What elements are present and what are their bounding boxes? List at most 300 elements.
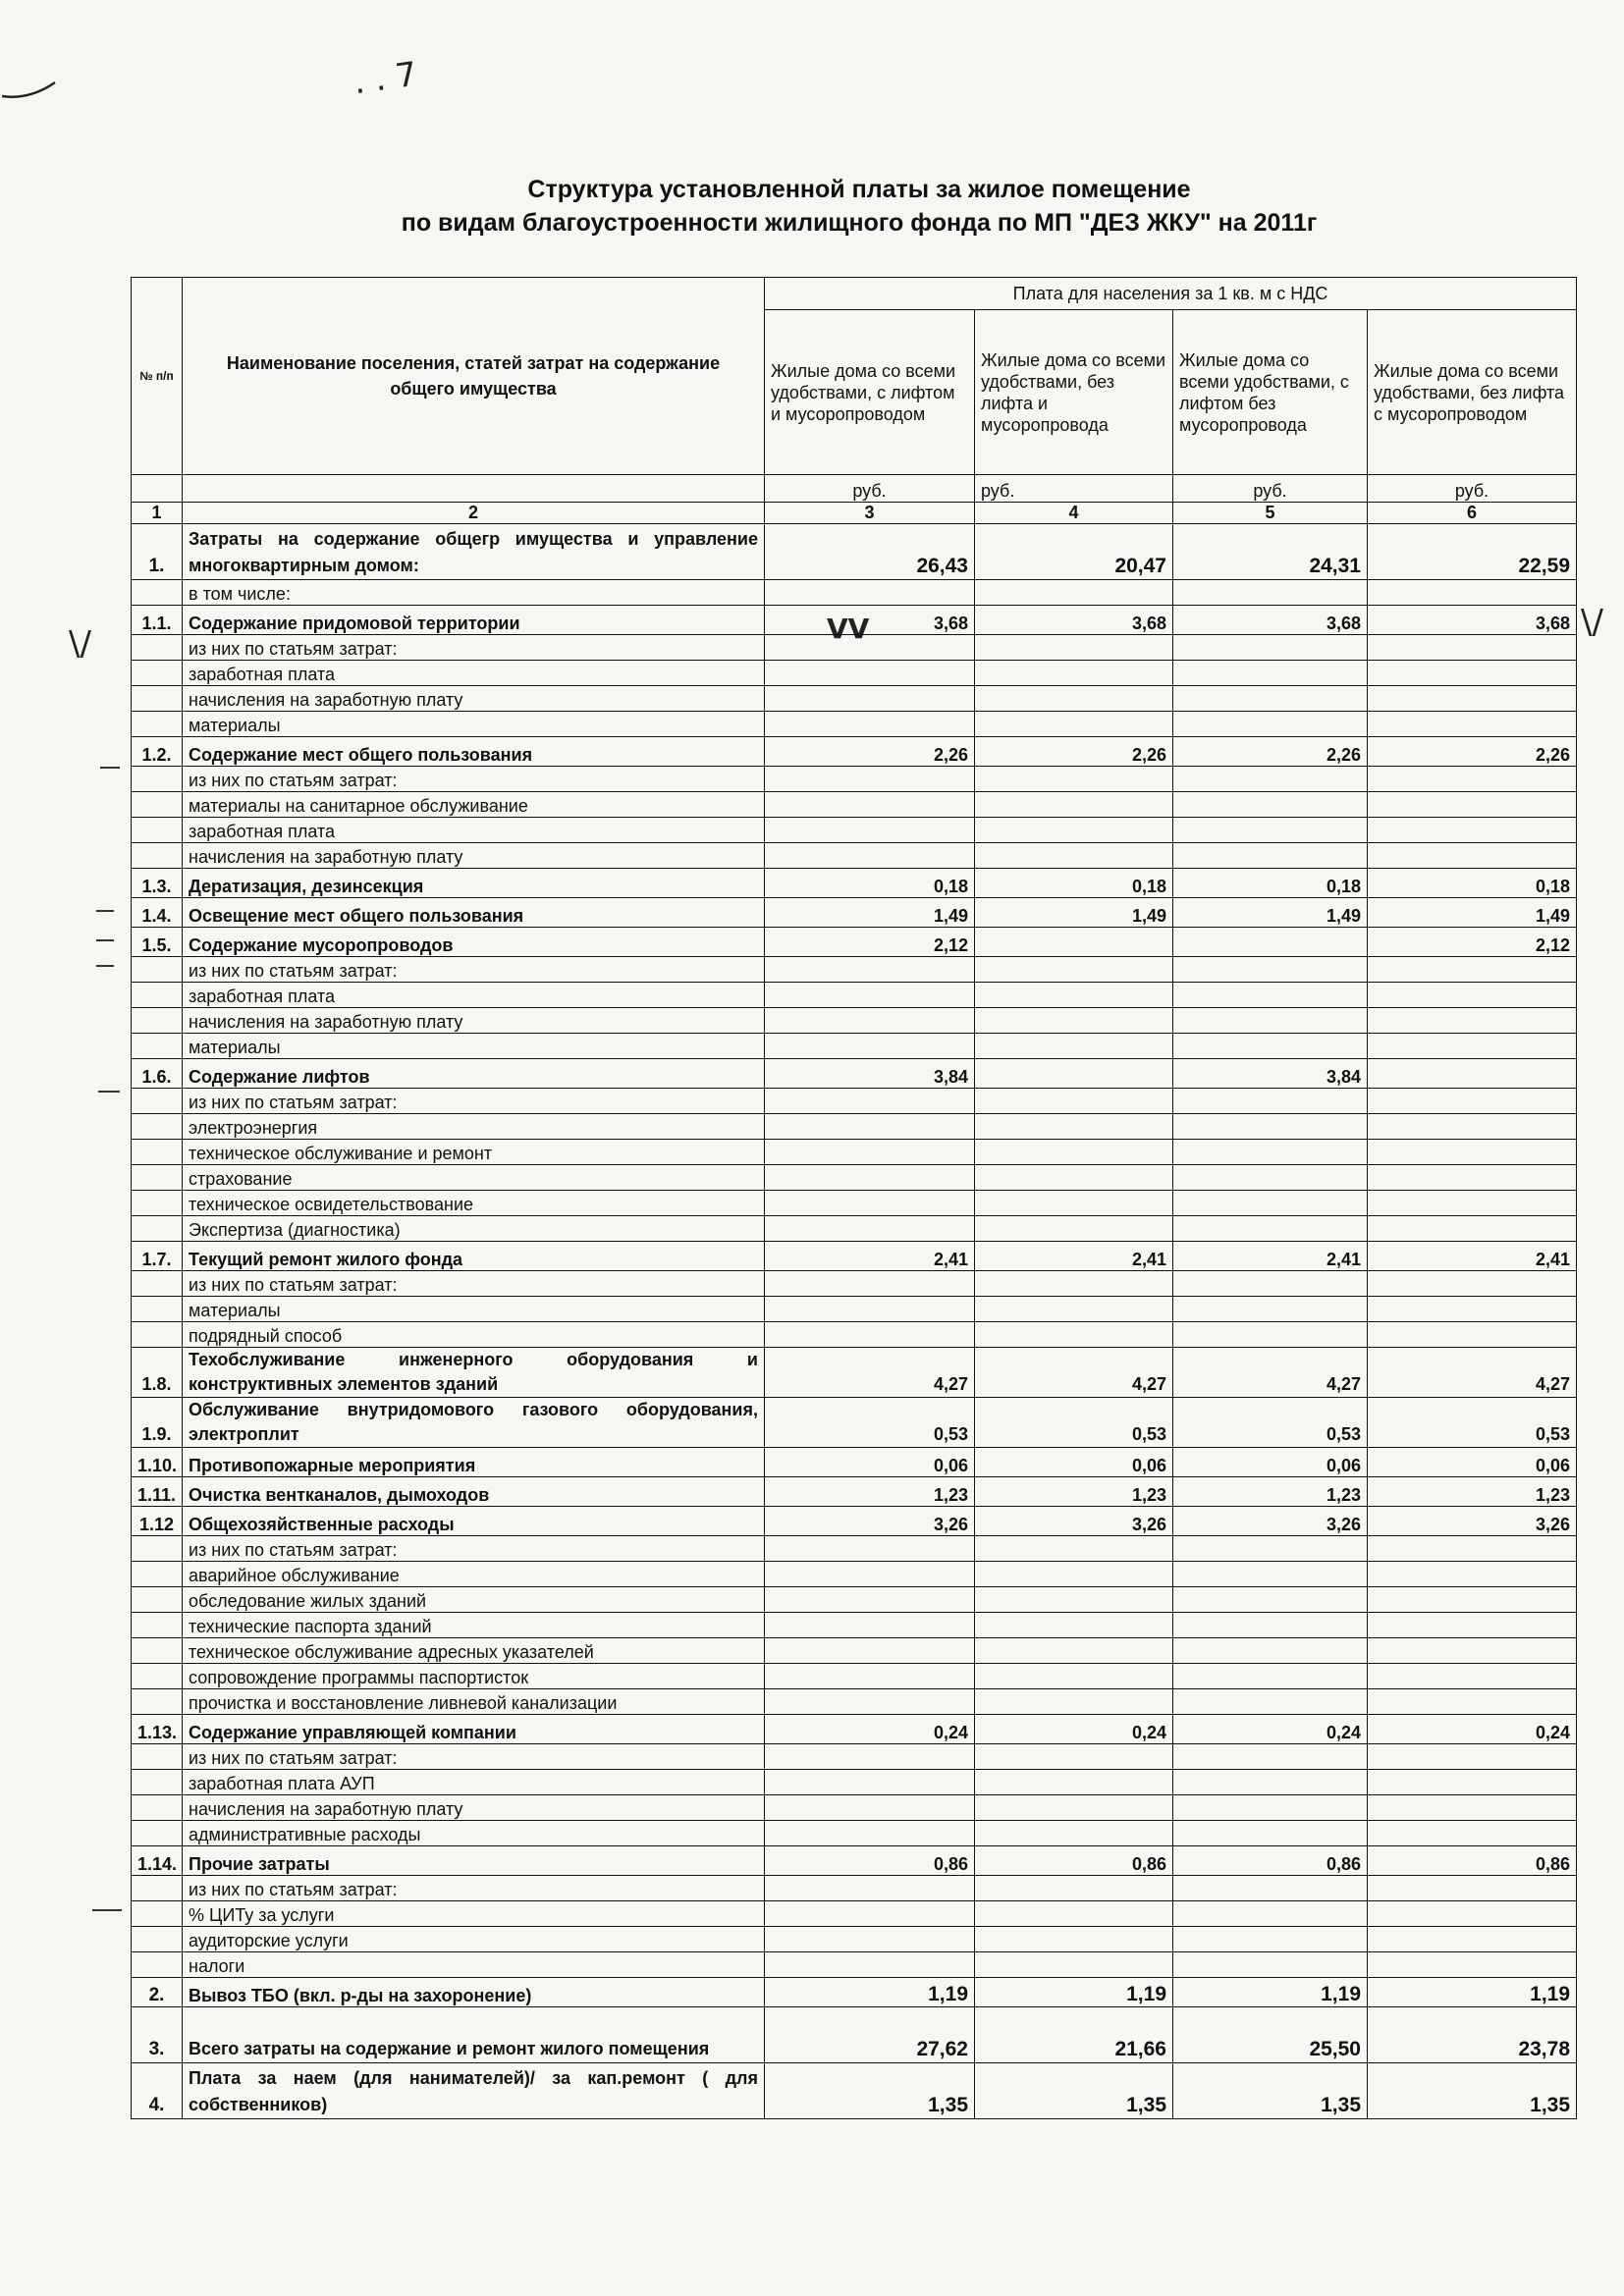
row-name: Экспертиза (диагностика) [183,1216,765,1242]
unit-col-6: руб. [1368,475,1577,503]
row-value-col-3 [765,1587,975,1613]
row-value-col-3 [765,1114,975,1140]
row-name: административные расходы [183,1821,765,1846]
table-row [132,1008,1577,1034]
row-value-col-5: 25,50 [1173,2007,1368,2063]
table-row [132,898,1577,928]
row-value-col-5 [1173,1638,1368,1664]
row-number [132,1638,183,1664]
row-value-col-4 [975,686,1173,712]
row-number: 1.8. [132,1348,183,1398]
colnum-2: 2 [183,503,765,524]
row-value-col-6 [1368,1322,1577,1348]
row-value-col-6 [1368,1059,1577,1089]
row-value-col-5 [1173,1297,1368,1322]
row-number [132,686,183,712]
row-name: начисления на заработную плату [183,1795,765,1821]
table-row [132,1927,1577,1952]
row-value-col-6 [1368,1089,1577,1114]
row-value-col-5 [1173,1089,1368,1114]
row-value-col-6 [1368,1952,1577,1978]
row-value-col-4 [975,957,1173,983]
row-value-col-4: 0,86 [975,1846,1173,1876]
row-value-col-6 [1368,686,1577,712]
row-number: 1.2. [132,737,183,767]
row-name: из них по статьям затрат: [183,1089,765,1114]
row-value-col-6 [1368,580,1577,606]
row-name: из них по статьям затрат: [183,767,765,792]
row-value-col-4: 1,23 [975,1477,1173,1507]
row-value-col-5 [1173,1664,1368,1689]
row-number: 4. [132,2063,183,2119]
row-value-col-5 [1173,1901,1368,1927]
row-name: из них по статьям затрат: [183,1876,765,1901]
row-value-col-6 [1368,1562,1577,1587]
row-value-col-3 [765,712,975,737]
table-row [132,1901,1577,1927]
row-value-col-4: 1,35 [975,2063,1173,2119]
row-name: из них по статьям затрат: [183,1536,765,1562]
row-value-col-5 [1173,712,1368,737]
row-value-col-3: 0,86 [765,1846,975,1876]
row-value-col-5: 4,27 [1173,1348,1368,1398]
row-value-col-4: 2,26 [975,737,1173,767]
row-number [132,635,183,661]
row-value-col-4: 0,18 [975,869,1173,898]
row-value-col-5: 2,41 [1173,1242,1368,1271]
row-value-col-5: 24,31 [1173,524,1368,580]
row-value-col-5 [1173,1140,1368,1165]
table-row [132,1034,1577,1059]
row-number [132,712,183,737]
table-row [132,635,1577,661]
row-name: подрядный способ [183,1322,765,1348]
table-row [132,1089,1577,1114]
row-value-col-5 [1173,1114,1368,1140]
row-number [132,1821,183,1846]
row-name: Содержание придомовой территории [183,606,765,635]
tariff-table [131,277,1577,2119]
table-row [132,1715,1577,1744]
table-row [132,1562,1577,1587]
row-value-col-5: 3,26 [1173,1507,1368,1536]
row-name: заработная плата [183,983,765,1008]
row-value-col-3 [765,1034,975,1059]
row-value-col-3 [765,1008,975,1034]
row-value-col-5 [1173,686,1368,712]
row-value-col-6: 1,23 [1368,1477,1577,1507]
table-row [132,1348,1577,1398]
row-value-col-4 [975,1165,1173,1191]
row-value-col-5 [1173,928,1368,957]
row-number [132,818,183,843]
row-name: в том числе: [183,580,765,606]
row-value-col-5: 3,84 [1173,1059,1368,1089]
row-number [132,1876,183,1901]
row-number: 1.11. [132,1477,183,1507]
table-row [132,1876,1577,1901]
row-value-col-5 [1173,1034,1368,1059]
table-row [132,1322,1577,1348]
table-row [132,928,1577,957]
row-value-col-4 [975,792,1173,818]
row-number [132,1008,183,1034]
unit-col-5: руб. [1173,475,1368,503]
row-value-col-3: 1,35 [765,2063,975,2119]
row-name: техническое обслуживание и ремонт [183,1140,765,1165]
row-value-col-4: 3,26 [975,1507,1173,1536]
row-value-col-5: 0,24 [1173,1715,1368,1744]
row-number: 1.12 [132,1507,183,1536]
row-value-col-4 [975,1876,1173,1901]
row-value-col-3: 3,84 [765,1059,975,1089]
row-value-col-4 [975,818,1173,843]
row-value-col-5: 1,19 [1173,1978,1368,2007]
row-value-col-6: 2,12 [1368,928,1577,957]
row-value-col-4 [975,1562,1173,1587]
row-number: 1.13. [132,1715,183,1744]
table-row [132,1477,1577,1507]
row-number: 1.5. [132,928,183,957]
table-row [132,2063,1577,2119]
row-value-col-6: 0,24 [1368,1715,1577,1744]
row-name: из них по статьям затрат: [183,957,765,983]
row-value-col-4 [975,1689,1173,1715]
row-number [132,1140,183,1165]
row-value-col-3 [765,1770,975,1795]
row-value-col-5 [1173,792,1368,818]
row-value-col-6: 1,49 [1368,898,1577,928]
row-value-col-6: 23,78 [1368,2007,1577,2063]
left-check-mark: \/ [69,624,91,664]
row-number [132,1114,183,1140]
margin-stroke [0,71,59,110]
row-value-col-3 [765,957,975,983]
row-value-col-4 [975,1114,1173,1140]
row-value-col-3 [765,1795,975,1821]
row-name: Освещение мест общего пользования [183,898,765,928]
row-name: налоги [183,1952,765,1978]
row-name: Дератизация, дезинсекция [183,869,765,898]
row-value-col-4 [975,1952,1173,1978]
table-row [132,1242,1577,1271]
table-row [132,1613,1577,1638]
row-value-col-5 [1173,983,1368,1008]
row-number [132,1297,183,1322]
row-value-col-4 [975,580,1173,606]
row-value-col-5 [1173,1191,1368,1216]
row-value-col-6 [1368,1008,1577,1034]
row-name: технические паспорта зданий [183,1613,765,1638]
row-value-col-6 [1368,1770,1577,1795]
row-name: заработная плата [183,818,765,843]
table-row [132,1140,1577,1165]
row-value-col-3 [765,1821,975,1846]
row-value-col-5 [1173,843,1368,869]
row-value-col-5 [1173,1322,1368,1348]
row-value-col-3: 2,41 [765,1242,975,1271]
row-name: техническое обслуживание адресных указателей [183,1638,765,1664]
row-name: Общехозяйственные расходы [183,1507,765,1536]
row-value-col-6 [1368,1927,1577,1952]
row-name: % ЦИТу за услуги [183,1901,765,1927]
table-row [132,1191,1577,1216]
row-value-col-3 [765,1216,975,1242]
row-value-col-6 [1368,1613,1577,1638]
row-value-col-4 [975,1901,1173,1927]
row-value-col-6: 1,35 [1368,2063,1577,2119]
row-value-col-4 [975,1744,1173,1770]
table-row [132,1059,1577,1089]
row-value-col-4 [975,635,1173,661]
row-value-col-3 [765,1271,975,1297]
row-value-col-5 [1173,1587,1368,1613]
table-row [132,661,1577,686]
row-value-col-4 [975,1008,1173,1034]
row-value-col-5 [1173,767,1368,792]
row-value-col-3 [765,1562,975,1587]
table-row [132,1664,1577,1689]
row-name: Прочие затраты [183,1846,765,1876]
row-value-col-4 [975,1191,1173,1216]
table-row [132,1795,1577,1821]
table-row [132,1978,1577,2007]
row-value-col-3 [765,635,975,661]
row-value-col-4 [975,712,1173,737]
row-value-col-3: 26,43 [765,524,975,580]
row-name: Содержание лифтов [183,1059,765,1089]
row-value-col-4 [975,1322,1173,1348]
table-row [132,1770,1577,1795]
row-value-col-4 [975,767,1173,792]
row-name: обследование жилых зданий [183,1587,765,1613]
row-value-col-4: 3,68 [975,606,1173,635]
row-value-col-5: 0,18 [1173,869,1368,898]
table-row [132,606,1577,635]
title-line-2: по видам благоустроенности жилищного фонда по МП "ДЕЗ ЖКУ" на 2011г [401,209,1318,237]
table-row [132,712,1577,737]
table-row [132,1165,1577,1191]
row-value-col-3 [765,1322,975,1348]
row-value-col-4: 0,53 [975,1398,1173,1448]
row-value-col-3 [765,580,975,606]
row-value-col-3: 4,27 [765,1348,975,1398]
row-value-col-3: 3,26 [765,1507,975,1536]
table-row [132,1952,1577,1978]
row-value-col-6 [1368,792,1577,818]
row-value-col-6 [1368,767,1577,792]
row-value-col-6 [1368,1638,1577,1664]
row-value-col-5: 0,53 [1173,1398,1368,1448]
row-value-col-6 [1368,1165,1577,1191]
row-name: из них по статьям затрат: [183,1744,765,1770]
row-name: Содержание мусоропроводов [183,928,765,957]
row-number [132,1216,183,1242]
row-number [132,1927,183,1952]
row-value-col-5 [1173,1927,1368,1952]
row-name: аудиторские услуги [183,1927,765,1952]
row-value-col-4 [975,1034,1173,1059]
row-value-col-4: 0,24 [975,1715,1173,1744]
row-value-col-5 [1173,1562,1368,1587]
row-number: 1.1. [132,606,183,635]
row-value-col-6 [1368,957,1577,983]
row-value-col-5 [1173,1821,1368,1846]
header-name: Наименование поселения, статей затрат на содержание общего имущества [183,278,765,475]
row-value-col-5 [1173,1613,1368,1638]
row-number [132,1952,183,1978]
row-value-col-6 [1368,1297,1577,1322]
row-value-col-6: 0,53 [1368,1398,1577,1448]
row-value-col-6 [1368,1664,1577,1689]
row-value-col-4: 1,19 [975,1978,1173,2007]
row-number [132,843,183,869]
table-row [132,1448,1577,1477]
top-scribble: . . 7 [351,54,420,103]
row-value-col-6 [1368,1744,1577,1770]
table-row [132,1297,1577,1322]
row-value-col-4: 2,41 [975,1242,1173,1271]
row-name: из них по статьям затрат: [183,635,765,661]
header-col-6: Жилые дома со всеми удобствами, без лифта с мусоропроводом [1368,310,1577,475]
table-row [132,524,1577,580]
row-value-col-4 [975,1271,1173,1297]
row-value-col-3 [765,1613,975,1638]
row-number: 1.9. [132,1398,183,1448]
table-row [132,792,1577,818]
row-name: Техобслуживание инженерного оборудования и конструктивных элементов зданий [183,1348,765,1398]
row-value-col-6 [1368,712,1577,737]
row-value-col-5 [1173,1216,1368,1242]
table-row [132,1689,1577,1715]
row-number [132,1613,183,1638]
header-col-3: Жилые дома со всеми удобствами, с лифтом и мусоропроводом [765,310,975,475]
row-value-col-6: 1,19 [1368,1978,1577,2007]
row-value-col-4 [975,1059,1173,1089]
row-value-col-5: 0,86 [1173,1846,1368,1876]
row-value-col-3 [765,1536,975,1562]
row-value-col-3: 1,49 [765,898,975,928]
row-name: аварийное обслуживание [183,1562,765,1587]
row-value-col-4 [975,843,1173,869]
unit-col-3: руб. [765,475,975,503]
vv-mark: VV [827,613,870,645]
table-row [132,1507,1577,1536]
row-value-col-3 [765,1140,975,1165]
row-value-col-3: 1,19 [765,1978,975,2007]
row-value-col-3: 2,26 [765,737,975,767]
colnum-5: 5 [1173,503,1368,524]
row-value-col-6 [1368,1216,1577,1242]
row-value-col-3 [765,767,975,792]
row-value-col-6 [1368,1587,1577,1613]
table-row [132,767,1577,792]
header-col-5: Жилые дома со всеми удобствами, с лифтом без мусоропровода [1173,310,1368,475]
row-value-col-6 [1368,818,1577,843]
left-dash-marks [79,746,137,2179]
row-value-col-6 [1368,661,1577,686]
row-name: Противопожарные мероприятия [183,1448,765,1477]
row-value-col-4 [975,1536,1173,1562]
header-col-4: Жилые дома со всеми удобствами, без лифта и мусоропровода [975,310,1173,475]
row-value-col-6 [1368,1114,1577,1140]
row-number: 2. [132,1978,183,2007]
row-value-col-3 [765,818,975,843]
right-check-mark: \/ [1581,603,1603,642]
row-value-col-5 [1173,1536,1368,1562]
row-name: начисления на заработную плату [183,1008,765,1034]
row-name: Плата за наем (для нанимателей)/ за кап.ремонт ( для собственников) [183,2063,765,2119]
row-value-col-6: 0,18 [1368,869,1577,898]
row-value-col-3 [765,1744,975,1770]
row-number [132,1664,183,1689]
row-value-col-3 [765,1191,975,1216]
table-row [132,818,1577,843]
row-value-col-4 [975,1821,1173,1846]
row-number [132,1795,183,1821]
table-row [132,686,1577,712]
row-value-col-4: 4,27 [975,1348,1173,1398]
row-value-col-5 [1173,1008,1368,1034]
row-value-col-6 [1368,1821,1577,1846]
row-value-col-5 [1173,1271,1368,1297]
unit-blank-2 [183,475,765,503]
row-value-col-5: 3,68 [1173,606,1368,635]
row-number: 3. [132,2007,183,2063]
row-value-col-3 [765,1297,975,1322]
row-value-col-5 [1173,1165,1368,1191]
row-name: из них по статьям затрат: [183,1271,765,1297]
row-value-col-6 [1368,1034,1577,1059]
row-value-col-6 [1368,983,1577,1008]
row-value-col-3 [765,1664,975,1689]
table-row [132,1216,1577,1242]
row-number [132,661,183,686]
row-value-col-5 [1173,661,1368,686]
row-name: материалы [183,1034,765,1059]
row-number: 1.10. [132,1448,183,1477]
row-value-col-6: 2,26 [1368,737,1577,767]
row-number [132,1770,183,1795]
row-number [132,580,183,606]
row-value-col-6 [1368,1876,1577,1901]
row-value-col-6 [1368,1689,1577,1715]
row-value-col-3 [765,1165,975,1191]
row-value-col-5 [1173,1876,1368,1901]
row-value-col-4 [975,1089,1173,1114]
row-value-col-3: 2,12 [765,928,975,957]
table-row [132,983,1577,1008]
row-name: электроэнергия [183,1114,765,1140]
table-row [132,1114,1577,1140]
row-name: заработная плата АУП [183,1770,765,1795]
row-value-col-4 [975,1795,1173,1821]
row-value-col-6: 2,41 [1368,1242,1577,1271]
row-number [132,1744,183,1770]
table-row [132,1821,1577,1846]
row-value-col-5: 0,06 [1173,1448,1368,1477]
row-name: страхование [183,1165,765,1191]
table-row [132,1744,1577,1770]
table-row [132,2007,1577,2063]
row-name: материалы [183,1297,765,1322]
row-value-col-3 [765,1876,975,1901]
header-num: № п/п [132,278,183,475]
row-value-col-4 [975,1216,1173,1242]
row-value-col-6 [1368,1536,1577,1562]
table-row [132,843,1577,869]
row-number [132,1034,183,1059]
